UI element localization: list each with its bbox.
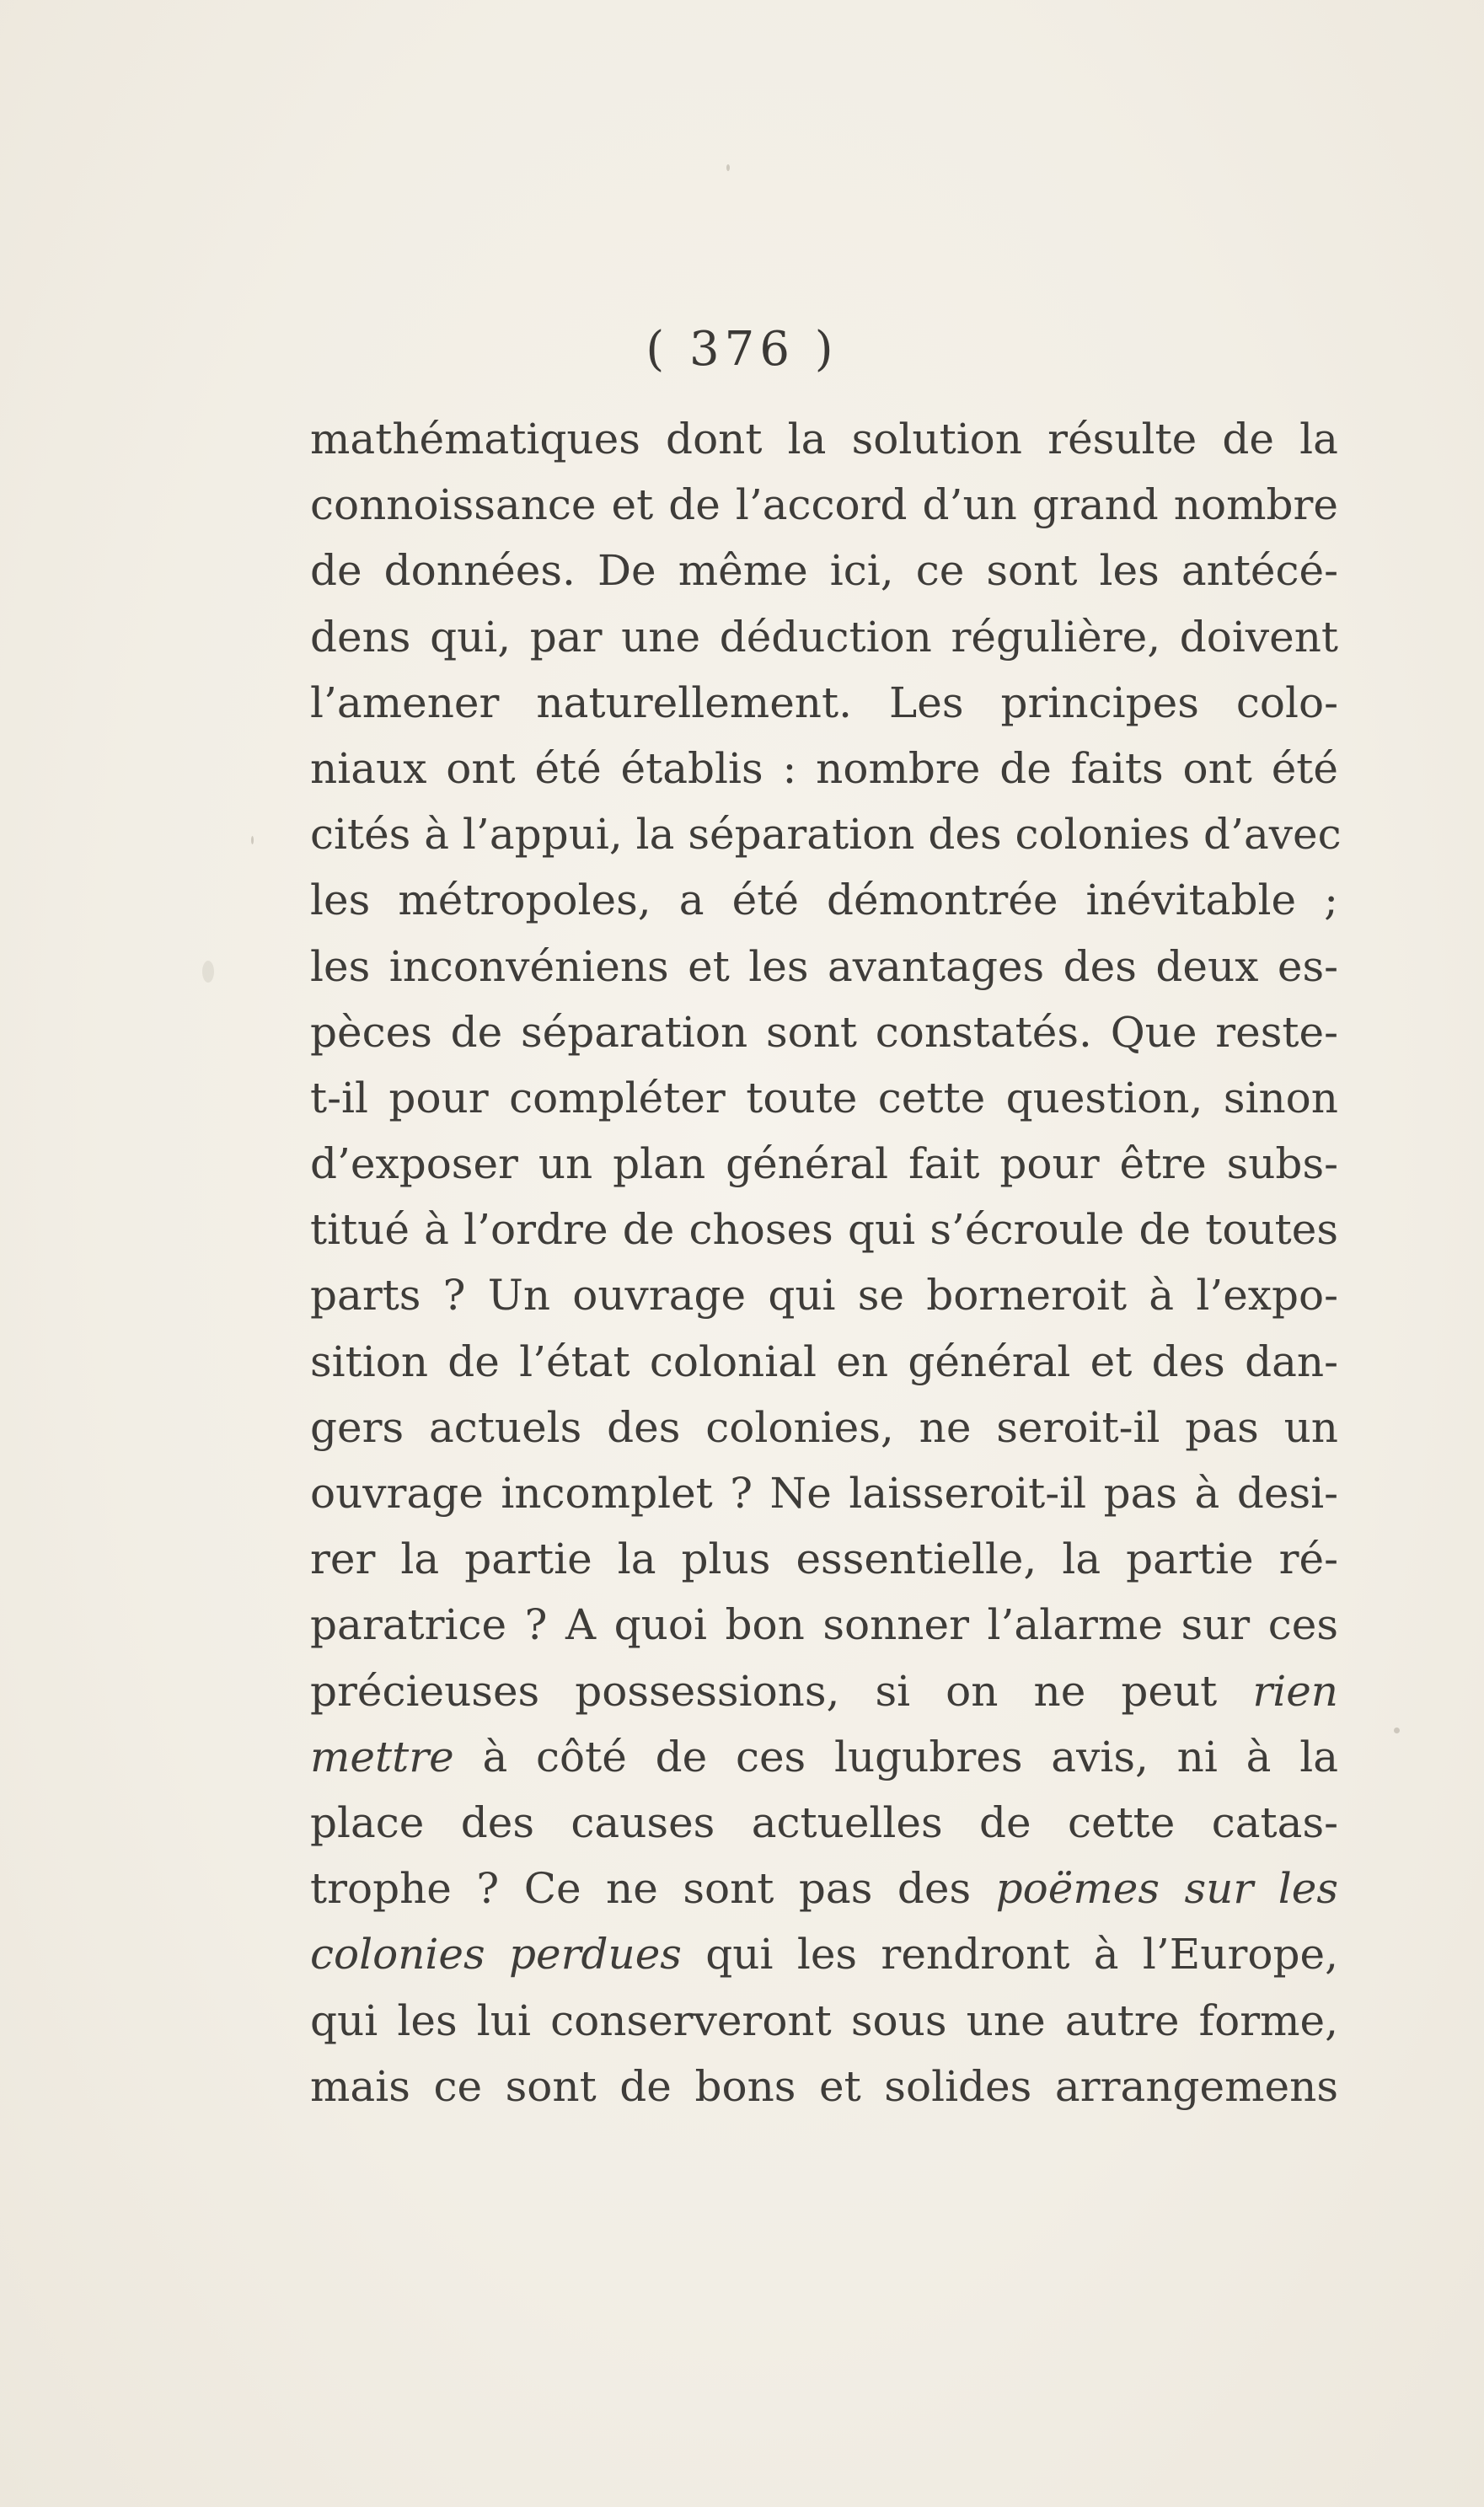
text-run: à côté de ces lugubres avis, ni à la bbox=[453, 1732, 1338, 1781]
text-run: cités à l’appui, la séparation des colonies d’avec bbox=[310, 810, 1342, 860]
text-line bbox=[310, 538, 1338, 603]
text-line bbox=[310, 999, 1338, 1065]
paper-speck bbox=[251, 836, 254, 844]
text-line bbox=[310, 1658, 1338, 1724]
text-run: les inconvéniens et les avantages des deux es- bbox=[310, 941, 1338, 991]
text-run: titué à l’ordre de choses qui s’écroule de toutes bbox=[310, 1205, 1338, 1255]
italic-text: poëmes sur les bbox=[995, 1864, 1339, 1914]
text-line bbox=[310, 1197, 1338, 1262]
text-line bbox=[310, 934, 1338, 999]
text-run: les métropoles, a été démontrée inévitable ; bbox=[310, 876, 1338, 925]
text-run: précieuses possessions, si on ne peut bbox=[310, 1666, 1253, 1716]
text-line bbox=[310, 2054, 1338, 2119]
text-run: niaux ont été établis : nombre de faits ont été bbox=[310, 743, 1338, 793]
text-line bbox=[310, 1131, 1338, 1197]
text-run: dens qui, par une déduction régulière, doivent bbox=[310, 612, 1338, 662]
text-run: qui les rendront à l’Europe, bbox=[681, 1930, 1339, 1979]
text-line bbox=[310, 1526, 1338, 1592]
text-run: pèces de séparation sont constatés. Que reste- bbox=[310, 1007, 1338, 1057]
text-run: ouvrage incomplet ? Ne laisseroit-il pas à desi- bbox=[310, 1469, 1338, 1518]
text-line bbox=[310, 1395, 1338, 1460]
italic-text: mettre bbox=[310, 1732, 454, 1781]
text-line bbox=[310, 1329, 1338, 1395]
paper-speck bbox=[726, 164, 730, 171]
text-line bbox=[310, 1856, 1338, 1921]
text-run: d’exposer un plan général fait pour être subs- bbox=[310, 1139, 1338, 1189]
italic-text: rien bbox=[1252, 1666, 1338, 1716]
text-line bbox=[310, 1790, 1338, 1856]
text-line bbox=[310, 604, 1338, 670]
text-line bbox=[310, 1724, 1338, 1790]
text-run: de données. De même ici, ce sont les antécé- bbox=[310, 546, 1338, 596]
text-run: sition de l’état colonial en général et des dan- bbox=[310, 1337, 1338, 1386]
paper-speck bbox=[202, 961, 214, 983]
text-run: parts ? Un ouvrage qui se borneroit à l’expo- bbox=[310, 1271, 1338, 1320]
text-line bbox=[310, 1262, 1338, 1328]
text-line bbox=[310, 1921, 1338, 1987]
text-line bbox=[310, 670, 1338, 736]
text-line bbox=[310, 1460, 1338, 1526]
text-run: place des causes actuelles de cette catas- bbox=[310, 1797, 1338, 1847]
text-line bbox=[310, 1988, 1338, 2054]
page-number: ( 376 ) bbox=[646, 322, 838, 377]
text-run: trophe ? Ce ne sont pas des bbox=[310, 1864, 996, 1914]
text-line bbox=[310, 736, 1338, 801]
text-line bbox=[310, 1065, 1338, 1131]
text-line bbox=[310, 801, 1342, 867]
text-run: t-il pour compléter toute cette question, sinon bbox=[310, 1073, 1338, 1122]
text-run: connoissance et de l’accord d’un grand nombre bbox=[310, 480, 1338, 530]
text-line bbox=[310, 406, 1338, 472]
italic-text: colonies perdues bbox=[310, 1930, 682, 1979]
text-run: gers actuels des colonies, ne seroit-il pas un bbox=[310, 1402, 1338, 1452]
text-run: l’amener naturellement. Les principes colo- bbox=[310, 678, 1338, 727]
text-line bbox=[310, 867, 1338, 933]
body-text bbox=[310, 406, 1342, 2119]
text-run: rer la partie la plus essentielle, la partie ré- bbox=[310, 1535, 1338, 1584]
text-run: paratrice ? A quoi bon sonner l’alarme sur ces bbox=[310, 1600, 1338, 1650]
text-run: qui les lui conserveront sous une autre forme, bbox=[310, 1995, 1338, 2045]
paper-speck bbox=[1394, 1728, 1400, 1733]
text-run: mais ce sont de bons et solides arrangemens bbox=[310, 2061, 1338, 2111]
text-line bbox=[310, 472, 1338, 538]
text-run: mathématiques dont la solution résulte de la bbox=[310, 415, 1338, 463]
text-line bbox=[310, 1592, 1338, 1658]
